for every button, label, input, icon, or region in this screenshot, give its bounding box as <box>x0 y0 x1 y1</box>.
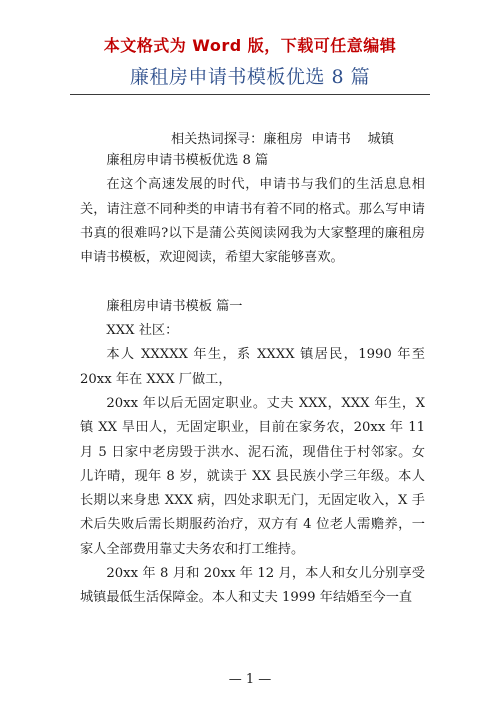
intro-paragraph: 在这个高速发展的时代，申请书与我们的生活息息相关，请注意不同种类的申请书有着不同的格式。那么写申请书真的很难吗?以下是蒲公英阅读网我为大家整理的廉租房申请书模板，欢迎阅读，希望大家能够喜欢。 <box>80 177 425 266</box>
format-banner: 本文格式为 Word 版，下载可任意编辑 <box>103 36 397 55</box>
salutation: XXX 社区： <box>106 323 179 339</box>
body-paragraph: 本人 XXXXX 年生，系 XXXX 镇居民，1990 年至 20xx 年在 XXX 厂做工， <box>80 347 425 387</box>
body-paragraph: 20xx 年 8 月和 20xx 年 12 月，本人和女儿分别享受城镇最低生活保障金。本人和丈夫 1999 年结婚至今一直 <box>80 566 425 606</box>
related-keywords: 相关热词探寻：廉租房 申请书 城镇 <box>171 132 394 147</box>
body-paragraph: 20xx 年以后无固定职业。丈夫 XXX，XXX 年生，X 镇 XX 旱田人，无固定职业，目前在家务农，20xx 年 11 月 5 日家中老房毁于洪水、泥石流，现借住于村邻家。女儿许晴，现年 8 岁，就读于 XX 县民族小学三年级。本人长期以来身患 XXX 病，四处求职无门，无固定收入，X 手术后失败后需长期服药治疗，双方有 4 位老人需赡养，一家人全部费用靠丈夫务农和打工维持。 <box>80 395 425 557</box>
page-number: — 1 — <box>228 672 272 687</box>
document-title: 廉租房申请书模板优选 8 篇 <box>129 66 371 88</box>
title-divider <box>70 94 430 95</box>
section-heading: 廉租房申请书模板 篇一 <box>106 298 243 314</box>
document-body <box>80 149 425 611</box>
body-heading: 廉租房申请书模板优选 8 篇 <box>106 153 269 168</box>
